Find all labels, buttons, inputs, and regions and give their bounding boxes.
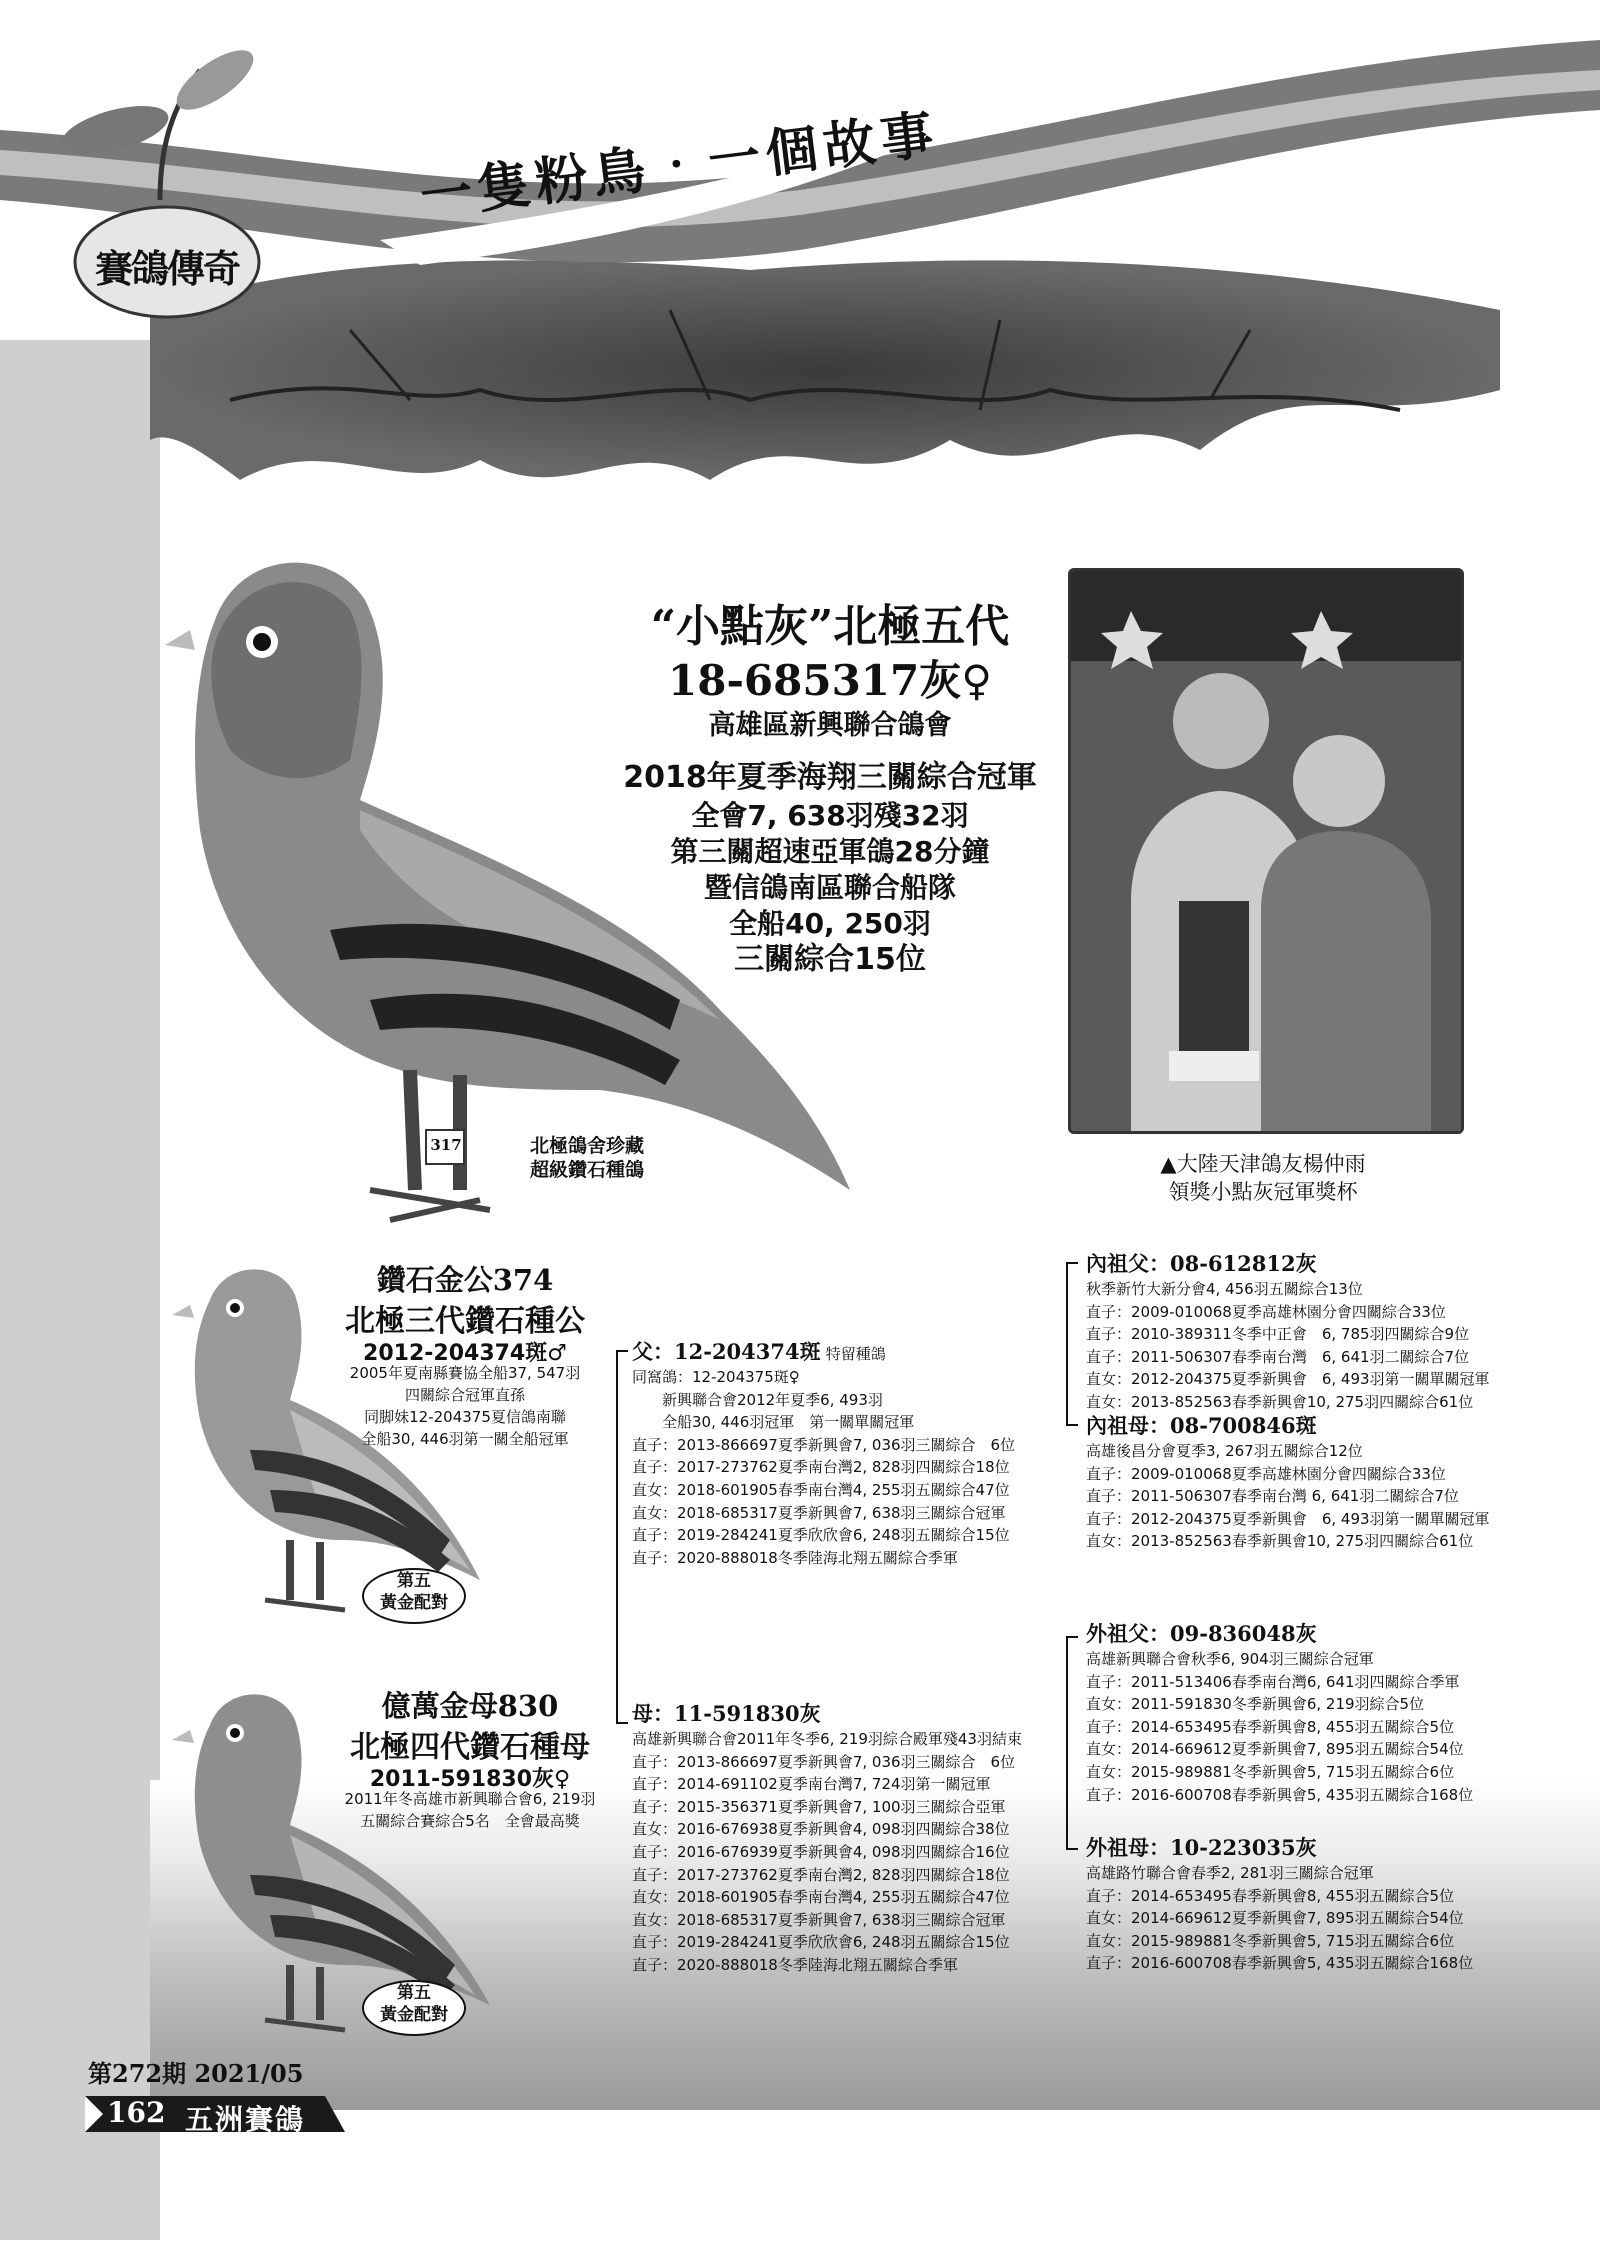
maternal-grandfather-block (1086, 1618, 1473, 1806)
sire-note-2: 四關綜合冠軍直孫 (404, 1386, 525, 1404)
pat-gm-line: 直子：2011-506307春季南台灣 6, 641羽二關綜合7位 (1086, 1487, 1459, 1506)
mat-gf-line: 直女：2015-989881冬季新興會5, 715羽五關綜合6位 (1086, 1762, 1455, 1781)
dam-note-1: 2011年冬高雄市新興聯合會6, 219羽 (344, 1790, 596, 1808)
father-line: 直子：2013-866697夏季新興會7, 036羽三關綜合 6位 (632, 1435, 1016, 1454)
footer-magazine-name: 五洲賽鴿 (185, 2103, 306, 2136)
hero-club: 高雄區新興聯合鴿會 (708, 710, 952, 741)
pat-gf-line: 秋季新竹大新分會4, 456羽五關綜合13位 (1086, 1280, 1363, 1298)
mat-gf-line: 直子：2014-653495春季新興會8, 455羽五關綜合5位 (1086, 1717, 1455, 1736)
pat-gm-line: 直子：2009-010068夏季高雄林園分會四關綜合33位 (1086, 1464, 1446, 1483)
hero-line-1: 2018年夏季海翔三關綜合冠軍 (623, 760, 1037, 795)
mother-block (632, 1698, 1022, 1977)
mat-gf-head: 外祖父：09-836048灰 (1086, 1621, 1317, 1646)
dam-ring: 2011-591830灰♀ (369, 1767, 571, 1792)
sire-title-2: 北極三代鑽石種公 (345, 1304, 585, 1339)
mat-gf-line: 直女：2014-669612夏季新興會7, 895羽五關綜合54位 (1086, 1740, 1464, 1759)
mat-gm-line: 直子：2014-653495春季新興會8, 455羽五關綜合5位 (1086, 1886, 1455, 1905)
father-head: 父：12-204374斑 (632, 1339, 821, 1364)
father-line: 同窩鴿：12-204375斑♀ (632, 1368, 800, 1386)
pat-gf-head: 內祖父：08-612812灰 (1086, 1251, 1317, 1276)
hero-line-3: 第三關超速亞軍鴿28分鐘 (670, 835, 990, 868)
pat-gf-line: 直子：2010-389311冬季中正會 6, 785羽四關綜合9位 (1086, 1325, 1470, 1344)
mother-line: 直子：2019-284241夏季欣欣會6, 248羽五關綜合15位 (632, 1933, 1010, 1952)
mother-line: 直子：2017-273762夏季南台灣2, 828羽四關綜合18位 (632, 1865, 1010, 1884)
mat-gf-line: 高雄新興聯合會秋季6, 904羽三關綜合冠軍 (1086, 1650, 1374, 1668)
sire-badge-line-2: 黃金配對 (380, 1593, 448, 1613)
hero-caption-1: 北極鴿舍珍藏 (530, 1135, 645, 1157)
hero-name: “小點灰”北極五代 (650, 601, 1010, 652)
maternal-bracket (1066, 1636, 1078, 1850)
mat-gf-line: 直子：2011-513406春季南台灣6, 641羽四關綜合季軍 (1086, 1672, 1460, 1691)
leg-ring-text: 317 (430, 1136, 462, 1154)
series-logo-text: 賽鴿傳奇 (94, 246, 239, 291)
hero-line-5: 全船40, 250羽 (729, 907, 931, 940)
father-line: 直女：2018-601905春季南台灣4, 255羽五關綜合47位 (632, 1480, 1010, 1499)
father-line: 全船30, 446羽冠軍 第一關單關冠軍 (632, 1413, 915, 1432)
mother-line: 直子：2016-676939夏季新興會4, 098羽四關綜合16位 (632, 1842, 1010, 1861)
hero-line-2: 全會7, 638羽殘32羽 (691, 799, 969, 832)
series-logo (72, 200, 262, 320)
mother-line: 直子：2015-356371夏季新興會7, 100羽三關綜合亞軍 (632, 1797, 1006, 1816)
paternal-grandfather-block (1086, 1248, 1490, 1414)
dam-badge-line-1: 第五 (397, 1983, 431, 2003)
mat-gm-line: 直子：2016-600708春季新興會5, 435羽五關綜合168位 (1086, 1954, 1474, 1973)
mat-gm-head: 外祖母：10-223035灰 (1086, 1835, 1317, 1860)
sire-note-3: 同脚妹12-204375夏信鴿南聯 (364, 1408, 566, 1426)
father-line: 新興聯合會2012年夏季6, 493羽 (632, 1390, 883, 1409)
dam-badge (362, 1980, 466, 2036)
mat-gm-line: 高雄路竹聯合會春季2, 281羽三關綜合冠軍 (1086, 1864, 1374, 1882)
footer-issue: 第272期 2021/05 (88, 2059, 304, 2088)
pat-gm-head: 內祖母：08-700846斑 (1086, 1413, 1317, 1438)
maternal-grandmother-block (1086, 1832, 1473, 1975)
father-line: 直子：2020-888018冬季陸海北翔五關綜合季軍 (632, 1548, 958, 1567)
photo-caption-2: 領獎小點灰冠軍獎杯 (1168, 1180, 1358, 1204)
pat-gm-line: 直女：2013-852563春季新興會10, 275羽四關綜合61位 (1086, 1532, 1474, 1551)
mother-line: 直子：2020-888018冬季陸海北翔五關綜合季軍 (632, 1955, 958, 1974)
banner-title: 一隻粉鳥‧一個故事 (416, 103, 943, 228)
mother-line: 高雄新興聯合會2011年冬季6, 219羽綜合殿軍殘43羽結束 (632, 1730, 1022, 1748)
pat-gm-line: 高雄後昌分會夏季3, 267羽五關綜合12位 (1086, 1442, 1363, 1460)
sire-note-1: 2005年夏南縣賽協全船37, 547羽 (349, 1364, 581, 1382)
sire-title-1: 鑽石金公374 (376, 1263, 554, 1297)
pat-gm-line: 直子：2012-204375夏季新興會 6, 493羽第一關單關冠軍 (1086, 1509, 1490, 1528)
sire-badge-line-1: 第五 (397, 1571, 431, 1591)
footer-page-number: 162 (107, 2096, 166, 2129)
mother-line: 直子：2013-866697夏季新興會7, 036羽三關綜合 6位 (632, 1752, 1016, 1771)
parents-bracket (616, 1350, 628, 1724)
sire-badge (362, 1568, 466, 1624)
mother-line: 直子：2014-691102夏季南台灣7, 724羽第一關冠軍 (632, 1775, 991, 1794)
sire-ring: 2012-204374斑♂ (363, 1341, 567, 1366)
left-gray-band (0, 340, 160, 2240)
photo-caption-1: ▲大陸天津鴿友楊仲雨 (1160, 1152, 1366, 1176)
father-line: 直子：2017-273762夏季南台灣2, 828羽四關綜合18位 (632, 1458, 1010, 1477)
award-photo (1068, 568, 1464, 1134)
hero-line-6: 三關綜合15位 (734, 942, 926, 977)
paternal-bracket (1066, 1262, 1078, 1426)
pat-gf-line: 直子：2009-010068夏季高雄林園分會四關綜合33位 (1086, 1302, 1446, 1321)
mat-gf-line: 直子：2016-600708春季新興會5, 435羽五關綜合168位 (1086, 1785, 1474, 1804)
footer-bar (85, 2090, 345, 2138)
mat-gm-line: 直女：2014-669612夏季新興會7, 895羽五關綜合54位 (1086, 1909, 1464, 1928)
dam-badge-line-2: 黃金配對 (380, 2005, 448, 2025)
hero-ring: 18-685317灰♀ (668, 656, 992, 705)
pat-gf-line: 直女：2013-852563春季新興會10, 275羽四關綜合61位 (1086, 1392, 1474, 1411)
dam-note-2: 五關綜合賽綜合5名 全會最高獎 (360, 1812, 580, 1830)
mother-line: 直女：2018-601905春季南台灣4, 255羽五關綜合47位 (632, 1888, 1010, 1907)
mother-line: 直女：2016-676938夏季新興會4, 098羽四關綜合38位 (632, 1820, 1010, 1839)
father-block (632, 1336, 1015, 1569)
paternal-grandmother-block (1086, 1410, 1490, 1553)
mat-gm-line: 直女：2015-989881冬季新興會5, 715羽五關綜合6位 (1086, 1931, 1455, 1950)
mother-head: 母：11-591830灰 (632, 1701, 821, 1726)
hero-line-4: 暨信鴿南區聯合船隊 (703, 871, 956, 904)
dam-title-1: 億萬金母830 (381, 1689, 559, 1723)
mother-line: 直女：2018-685317夏季新興會7, 638羽三關綜合冠軍 (632, 1910, 1006, 1929)
mat-gf-line: 直女：2011-591830冬季新興會6, 219羽綜合5位 (1086, 1695, 1425, 1714)
pat-gf-line: 直子：2011-506307春季南台灣 6, 641羽二關綜合7位 (1086, 1347, 1470, 1366)
pat-gf-line: 直女：2012-204375夏季新興會 6, 493羽第一關單關冠軍 (1086, 1370, 1490, 1389)
father-tag: 特留種鴿 (825, 1345, 886, 1363)
father-line: 直子：2019-284241夏季欣欣會6, 248羽五關綜合15位 (632, 1526, 1010, 1545)
hero-caption-2: 超級鑽石種鴿 (530, 1159, 645, 1181)
sire-note-4: 全船30, 446羽第一關全船冠軍 (361, 1430, 569, 1448)
father-line: 直女：2018-685317夏季新興會7, 638羽三關綜合冠軍 (632, 1503, 1006, 1522)
dam-title-2: 北極四代鑽石種母 (350, 1730, 590, 1765)
